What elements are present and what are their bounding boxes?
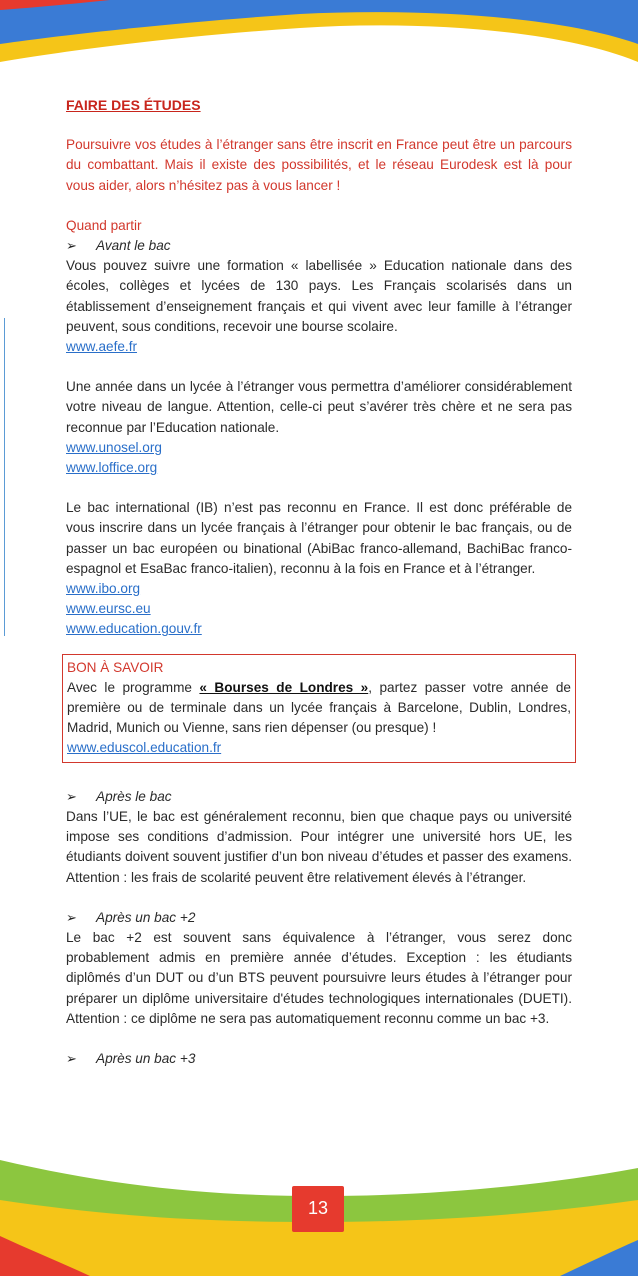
link-aefe[interactable]: www.aefe.fr [66, 339, 138, 355]
after-bac2-para: Le bac +2 est souvent sans équivalence à l’étranger, vous serez donc probablement admis en première année d’études. Exception : les étudiants diplômés d’un DUT ou d’un BTS peuvent poursuivre leurs études à l’étranger pour préparer un diplôme universitaire d'études technologiques internationales (DUETI). Attention : ce diplôme ne sera pas automatiquement reconnu comme un bac +3. [66, 929, 572, 1026]
link-eduscol[interactable]: www.eduscol.education.fr [67, 740, 222, 756]
bullet-label: Après un bac +2 [96, 909, 196, 925]
section-title: FAIRE DES ÉTUDES [66, 97, 201, 113]
link-ibo[interactable]: www.ibo.org [66, 581, 141, 597]
link-loffice[interactable]: www.loffice.org [66, 460, 158, 476]
before-bac-para2: Une année dans un lycée à l’étranger vous permettra d’améliorer considérablement votre niveau de langue. Attention, celle-ci peut s’avérer très chère et ne sera pas reconnue par l’Education nationale. [66, 379, 572, 435]
bullet-label: Après le bac [96, 788, 172, 804]
when-heading: Quand partir [66, 217, 142, 233]
good-to-know-heading: BON À SAVOIR [67, 659, 164, 675]
link-unosel[interactable]: www.unosel.org [66, 439, 162, 455]
arrow-bullet-icon: ➢ [66, 1050, 77, 1066]
bullet-after-bac [66, 787, 572, 807]
bourses-highlight: « Bourses de Londres » [199, 679, 369, 695]
bullet-label: Avant le bac [96, 238, 171, 254]
before-bac-para3: Le bac international (IB) n’est pas reconnu en France. Il est donc préférable de vous inscrire dans un lycée français à l’étranger pour obtenir le bac français, ou de passer un bac européen ou binational (AbiBac franco-allemand, BachiBac franco-espagnol et EsaBac franco-italien), reconnu à la fois en France et à l’étranger. [66, 500, 572, 576]
side-margin-line [0, 318, 5, 636]
bullet-after-bac2 [66, 908, 572, 928]
arrow-bullet-icon: ➢ [66, 909, 77, 925]
good-to-know-text-before: Avec le programme [67, 679, 200, 695]
arrow-bullet-icon: ➢ [66, 238, 77, 254]
page-number: 13 [292, 1186, 344, 1232]
page-content [66, 95, 572, 1069]
arrow-bullet-icon: ➢ [66, 788, 77, 804]
intro-paragraph: Poursuivre vos études à l’étranger sans être inscrit en France peut être un parcours du combattant. Mais il existe des possibilités, et le réseau Eurodesk est là pour vous aider, alors n’hésitez pas à vous lancer ! [66, 137, 572, 193]
link-education[interactable]: www.education.gouv.fr [66, 621, 202, 637]
good-to-know-box [62, 654, 576, 763]
bullet-before-bac [66, 236, 572, 256]
after-bac-para: Dans l’UE, le bac est généralement reconnu, bien que chaque pays ou université impose ses conditions d’admission. Pour intégrer une université hors UE, les étudiants doivent souvent justifier d’un bon niveau d’études et passer des examens. Attention : les frais de scolarité peuvent être relativement élevés à l’étranger. [66, 808, 572, 885]
bullet-label: Après un bac +3 [96, 1050, 196, 1066]
good-to-know-text [67, 678, 571, 739]
before-bac-para1: Vous pouvez suivre une formation « labellisée » Education nationale dans des écoles, collèges et lycées de 130 pays. Les Français scolarisés dans un établissement d’enseignement français et qui vivent avec leur famille à l’étranger peuvent, sous conditions, recevoir une bourse scolaire. [66, 258, 572, 334]
bullet-after-bac3 [66, 1049, 572, 1069]
link-eursc[interactable]: www.eursc.eu [66, 601, 151, 617]
good-to-know-text-after: , partez passer votre année de première ou de terminale dans un lycée français à Barcelone, Dublin, Londres, Madrid, Munich ou Vienne, sans rien dépenser (ou presque) ! [67, 679, 571, 736]
